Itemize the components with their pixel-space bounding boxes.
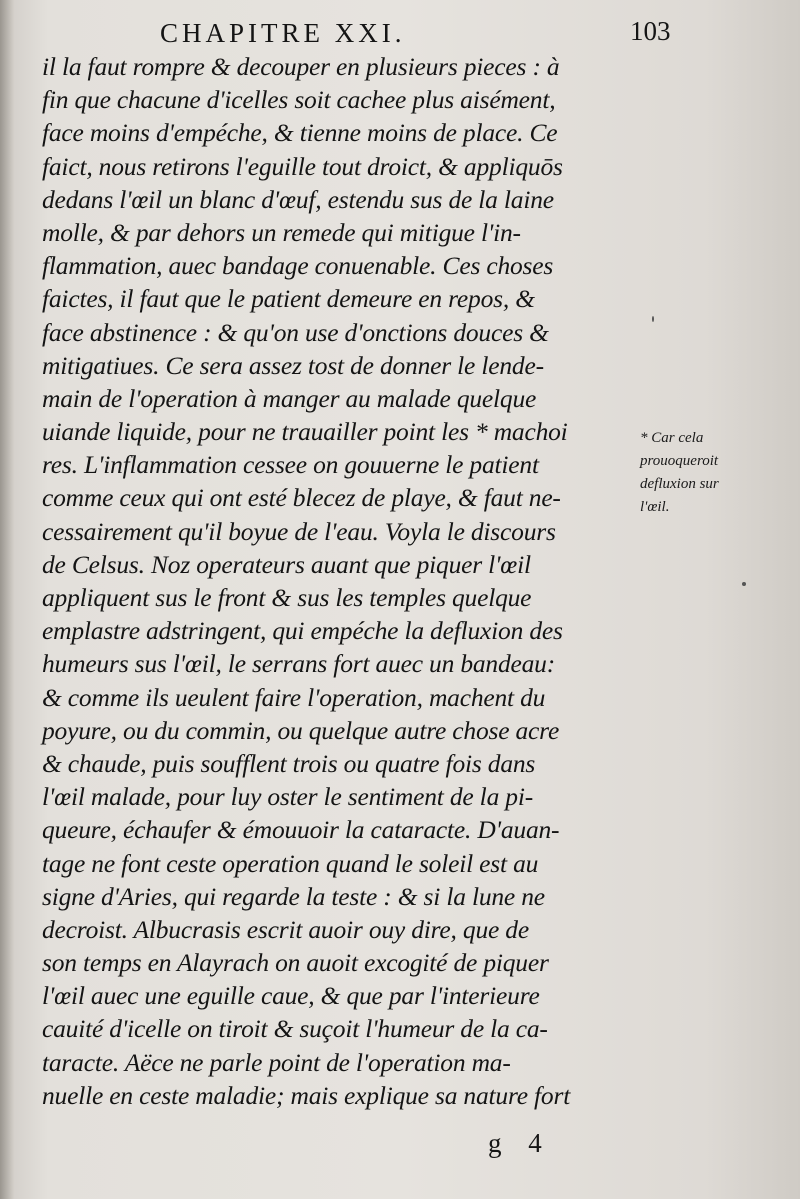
- text-line: face moins d'empéche, & tienne moins de place. Ce: [42, 118, 558, 148]
- margin-note: [640, 427, 790, 519]
- ink-speck: [652, 316, 654, 322]
- text-line: poyure, ou du commin, ou quelque autre chose acre: [42, 715, 560, 745]
- text-line: comme ceux qui ont esté blecez de playe, & faut ne-: [42, 483, 561, 513]
- text-line: nuelle en ceste maladie; mais explique sa nature fort: [42, 1080, 571, 1110]
- text-line: l'œil auec une eguille caue, & que par l'interieure: [42, 981, 540, 1011]
- text-line: res. L'inflammation cessee on gouuerne le patient: [42, 450, 539, 480]
- text-line: cessairement qu'il boyue de l'eau. Voyla le discours: [42, 516, 556, 546]
- text-line: cauité d'icelle on tiroit & suçoit l'humeur de la ca-: [42, 1014, 548, 1044]
- text-line: humeurs sus l'œil, le serrans fort auec un bandeau:: [42, 649, 556, 679]
- text-line: faict, nous retirons l'eguille tout droict, & appliquōs: [42, 151, 563, 181]
- text-line: l'œil malade, pour luy oster le sentiment de la pi-: [42, 782, 534, 812]
- running-head: CHAPITRE XXI.: [160, 18, 406, 48]
- page-gutter-shadow: [0, 0, 14, 1199]
- text-line: taracte. Aëce ne parle point de l'operation ma-: [42, 1047, 511, 1077]
- text-line: il la faut rompre & decouper en plusieurs pieces : à: [42, 52, 560, 81]
- signature-mark: g 4: [488, 1128, 552, 1158]
- margin-note-line: l'œil.: [640, 499, 670, 515]
- text-line: face abstinence : & qu'on use d'onctions douces &: [42, 317, 549, 347]
- text-line: molle, & par dehors un remede qui mitigue l'in-: [42, 217, 521, 247]
- body-text: [42, 50, 642, 1112]
- text-line: decroist. Albucrasis escrit auoir ouy dire, que de: [42, 914, 529, 944]
- margin-note-line: * Car cela: [640, 430, 704, 446]
- text-line: emplastre adstringent, qui empéche la defluxion des: [42, 616, 563, 646]
- text-line: de Celsus. Noz operateurs auant que piquer l'œil: [42, 549, 531, 579]
- text-line: signe d'Aries, qui regarde la teste : & si la lune ne: [42, 881, 545, 911]
- text-line: main de l'operation à manger au malade quelque: [42, 383, 537, 413]
- text-line: & comme ils ueulent faire l'operation, machent du: [42, 682, 546, 712]
- text-line: fin que chacune d'icelles soit cachee plus aisément,: [42, 85, 556, 115]
- text-line: tage ne font ceste operation quand le soleil est au: [42, 848, 539, 878]
- text-line: mitigatiues. Ce sera assez tost de donner le lende-: [42, 350, 544, 380]
- page-number: 103: [630, 16, 671, 46]
- page-header: [0, 12, 800, 52]
- text-line: uiande liquide, pour ne trauailler point les * machoi: [42, 417, 568, 447]
- margin-note-line: prouoqueroit: [640, 453, 719, 469]
- text-line: queure, échaufer & émouuoir la cataracte. D'auan-: [42, 815, 560, 845]
- text-line: appliquent sus le front & sus les temples quelque: [42, 583, 532, 612]
- text-line: flammation, auec bandage conuenable. Ces choses: [42, 251, 554, 281]
- text-line: son temps en Alayrach on auoit excogité de piquer: [42, 948, 549, 978]
- text-line: faictes, il faut que le patient demeure en repos, &: [42, 284, 535, 314]
- text-line: dedans l'œil un blanc d'œuf, estendu sus de la laine: [42, 184, 554, 214]
- ink-speck: [742, 582, 746, 586]
- text-line: & chaude, puis soufflent trois ou quatre fois dans: [42, 748, 536, 778]
- margin-note-line: defluxion sur: [640, 476, 719, 492]
